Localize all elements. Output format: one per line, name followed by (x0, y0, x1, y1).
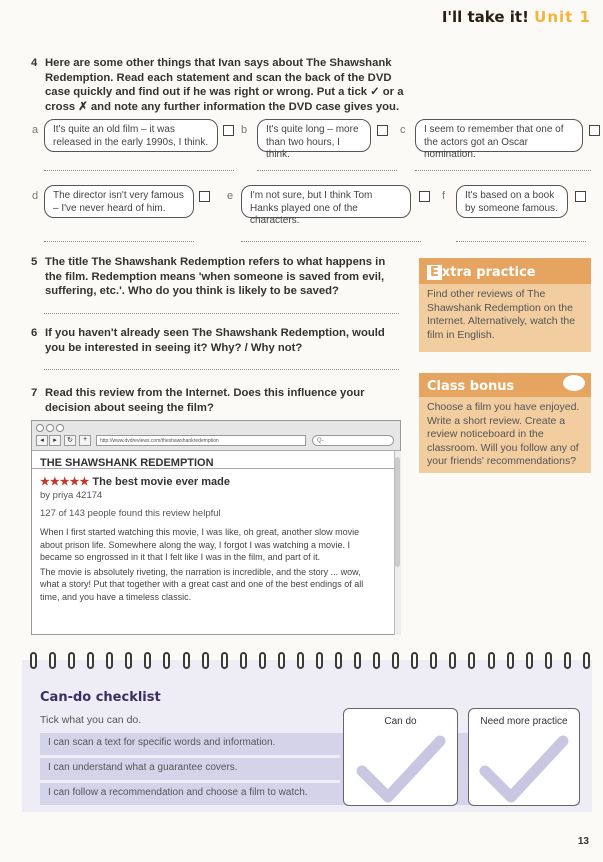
binding-ring (87, 652, 94, 669)
class-bonus-title: Class bonus (427, 379, 515, 394)
tick-box[interactable] (589, 125, 600, 136)
maximize-dot-icon[interactable] (56, 424, 64, 432)
class-bonus-box (419, 373, 591, 473)
tick-box[interactable] (377, 125, 388, 136)
question-5 (31, 255, 400, 299)
close-dot-icon[interactable] (36, 424, 44, 432)
extra-practice-header (419, 258, 591, 284)
question-number: 6 (31, 327, 38, 339)
statement-bubble: It's based on a book by someone famous. (456, 185, 568, 218)
binding-ring (316, 652, 323, 669)
question-number: 7 (31, 387, 38, 399)
helpful-count: 127 of 143 people found this review helpful (40, 508, 221, 519)
binding-ring (545, 652, 552, 669)
speech-bubbles-icon (563, 375, 585, 391)
question-number: 5 (31, 256, 38, 268)
binding-ring (202, 652, 209, 669)
need-practice-label: Need more practice (480, 716, 568, 727)
binding-ring (240, 652, 247, 669)
binding-ring (68, 652, 75, 669)
can-do-column[interactable] (343, 708, 458, 806)
checklist-instruction: Tick what you can do. (40, 714, 142, 726)
forward-arrow-icon[interactable]: ▸ (49, 435, 61, 446)
checkmark-icon (469, 733, 579, 803)
question-4 (31, 56, 417, 114)
binding-ring (583, 652, 590, 669)
unit-header (442, 8, 591, 26)
can-do-label: Can do (384, 716, 417, 727)
refresh-icon[interactable]: ↻ (64, 435, 76, 446)
answer-line[interactable] (44, 313, 399, 314)
binding-ring (144, 652, 151, 669)
page-heading: THE SHAWSHANK REDEMPTION (40, 457, 214, 469)
answer-line[interactable] (44, 170, 234, 171)
binding-ring (488, 652, 495, 669)
binding-ring (430, 652, 437, 669)
statement-bubble: I seem to remember that one of the actors got an Oscar nomination. (415, 119, 583, 152)
minimize-dot-icon[interactable] (46, 424, 54, 432)
tick-box[interactable] (419, 191, 430, 202)
browser-window (31, 420, 401, 635)
statement-letter: c (400, 124, 406, 136)
search-field[interactable]: Q- (312, 435, 394, 446)
page-heading-bar (32, 451, 400, 469)
binding-ring (259, 652, 266, 669)
tick-box[interactable] (223, 125, 234, 136)
review-content (32, 469, 390, 603)
back-arrow-icon[interactable]: ◂ (36, 435, 48, 446)
question-text: Read this review from the Internet. Does this influence your decision about seeing the film? (45, 387, 365, 414)
binding-ring (373, 652, 380, 669)
review-title-line (40, 475, 382, 488)
question-7 (31, 386, 400, 415)
need-practice-column[interactable] (468, 708, 580, 806)
checkmark-icon (344, 733, 457, 803)
header-prefix: I'll take it! (441, 8, 529, 26)
question-text: If you haven't already seen The Shawshank Redemption, would you be interested in seeing it? Why? / Why not? (45, 327, 385, 354)
binding-ring (392, 652, 399, 669)
extra-practice-text: Find other reviews of The Shawshank Redemption on the Internet. Alternatively, watch the film in English. (427, 288, 576, 341)
checklist-item: I can scan a text for specific words and information. (40, 733, 340, 755)
checklist-item: I can follow a recommendation and choose a film to watch. (40, 783, 340, 805)
statement-letter: b (241, 124, 248, 136)
binding-ring (507, 652, 514, 669)
browser-toolbar (32, 421, 400, 451)
statement-letter: a (32, 124, 39, 136)
class-bonus-text: Choose a film you have enjoyed. Write a short review. Create a review noticeboard in the classroom. Will you follow any of your friends' recommendations? (427, 401, 580, 467)
extra-practice-box (419, 258, 591, 352)
answer-line[interactable] (257, 170, 397, 171)
binding-ring (449, 652, 456, 669)
extra-e-letter: E (427, 265, 442, 280)
statement-bubble: It's quite an old film – it was released in the early 1990s, I think. (44, 119, 218, 152)
question-text: Here are some other things that Ivan says about The Shawshank Redemption. Read each statement and scan the back of the DVD case quickly and find out if he was right or wrong. Put a tick ✓ or a cross ✗ and note any further information the DVD case gives you. (45, 57, 404, 113)
binding-ring (125, 652, 132, 669)
binding-ring (297, 652, 304, 669)
binding-ring (411, 652, 418, 669)
spiral-binding (30, 652, 590, 676)
star-rating: ★★★★★ (40, 476, 90, 488)
statement-bubble: It's quite long – more than two hours, I think. (257, 119, 371, 152)
binding-ring (335, 652, 342, 669)
binding-ring (163, 652, 170, 669)
unit-label: Unit 1 (534, 8, 591, 26)
scrollbar[interactable] (394, 451, 401, 635)
statement-letter: f (442, 190, 446, 202)
checklist-title: Can-do checklist (40, 690, 161, 705)
review-title: The best movie ever made (92, 476, 230, 488)
review-byline: by priya 42174 (40, 490, 103, 501)
review-paragraph: The movie is absolutely riveting, the narration is incredible, and the story ... wow, what a story! Put that together with a great cast and one of the best endings of all time, and you have a timeless classic. (40, 566, 364, 602)
question-6 (31, 326, 400, 355)
binding-ring (49, 652, 56, 669)
question-number: 4 (31, 57, 38, 69)
question-text: The title The Shawshank Redemption refers to what happens in the film. Redemption means 'when someone is saved from evil, suffering, etc.'. Who do you think is likely to be saved? (45, 256, 386, 297)
extra-practice-title: xtra practice (441, 265, 536, 280)
scrollbar-thumb[interactable] (395, 457, 400, 567)
checklist-item: I can understand what a guarantee covers. (40, 758, 340, 780)
review-paragraph: When I first started watching this movie, I was like, oh great, another slow movie about prison life. Somewhere along the way, I forgot I was watching a movie. I became so engrossed in it that I felt like I was in the film, and part of it. (40, 527, 360, 562)
answer-line[interactable] (44, 241, 194, 242)
binding-ring (564, 652, 571, 669)
answer-line[interactable] (241, 241, 421, 242)
binding-ring (278, 652, 285, 669)
statement-bubble: The director isn't very famous – I've never heard of him. (44, 185, 194, 218)
statement-letter: e (227, 190, 234, 202)
answer-line[interactable] (44, 369, 399, 370)
url-bar[interactable]: http://www.dvdreviews.com/theshawshankredemption (96, 435, 306, 446)
binding-ring (183, 652, 190, 669)
binding-ring (106, 652, 113, 669)
answer-line[interactable] (456, 241, 586, 242)
binding-ring (468, 652, 475, 669)
statement-letter: d (32, 190, 39, 202)
binding-ring (354, 652, 361, 669)
tick-box[interactable] (575, 191, 586, 202)
answer-line[interactable] (415, 170, 591, 171)
statement-bubble: I'm not sure, but I think Tom Hanks played one of the characters. (241, 185, 411, 218)
class-bonus-header (419, 373, 591, 397)
page-number: 13 (577, 836, 589, 847)
binding-ring (30, 652, 37, 669)
binding-ring (221, 652, 228, 669)
binding-ring (526, 652, 533, 669)
add-tab-icon[interactable]: + (79, 435, 91, 446)
tick-box[interactable] (199, 191, 210, 202)
